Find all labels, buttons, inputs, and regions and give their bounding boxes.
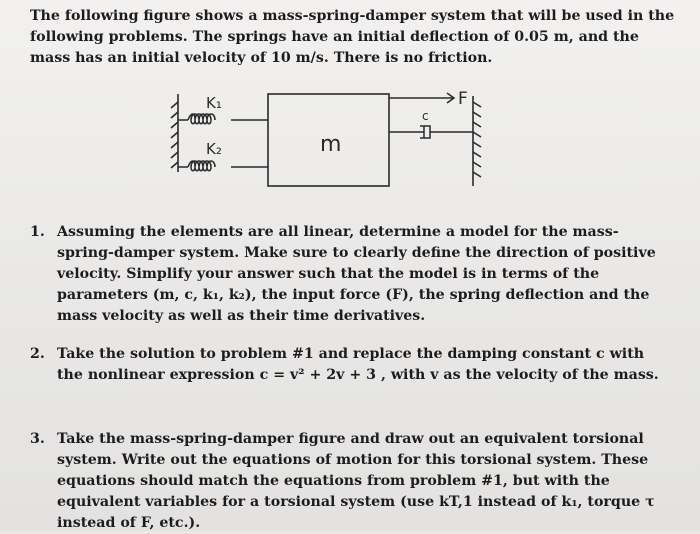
mass-label: m xyxy=(320,132,342,157)
spring-k2 xyxy=(178,161,268,171)
question-number: 3. xyxy=(30,431,45,447)
damper xyxy=(389,126,473,138)
spring-k1 xyxy=(178,114,268,124)
left-wall xyxy=(171,94,178,172)
mass-spring-damper-figure xyxy=(168,88,498,193)
question-number: 2. xyxy=(30,346,45,362)
k2-label: K₂ xyxy=(206,140,222,158)
question-text: Take the solution to problem #1 and replace the damping constant c with the nonlinear expression c = v² + 2v + 3 , with v as the velocity of the mass. xyxy=(57,346,659,383)
question-number: 1. xyxy=(30,224,45,240)
k1-label: K₁ xyxy=(206,94,222,112)
force-arrow xyxy=(389,93,454,103)
force-label: F xyxy=(458,89,468,109)
system-diagram xyxy=(168,88,498,193)
right-wall xyxy=(473,96,481,186)
intro-paragraph: The following figure shows a mass-spring-damper system that will be used in the following problems. The springs have an initial deflection of 0.05 m, and the mass has an initial velocity of 10 m/s. There is no friction. xyxy=(30,8,675,66)
damper-label: c xyxy=(422,109,429,123)
question-text: Assuming the elements are all linear, determine a model for the mass-spring-damper system. Make sure to clearly define the direction of positive velocity. Simplify your answer such that the model is in terms of the parameters (m, c, k₁, k₂), the input force (F), the spring deflection and the mass velocity as well as their time derivatives. xyxy=(57,224,656,324)
question-text: Take the mass-spring-damper figure and draw out an equivalent torsional system. Write out the equations of motion for this torsional system. These equations should match the equations from problem #1, but with the equivalent variables for a torsional system (use kT,1 instead of k₁, torque τ instead of F, etc.). xyxy=(57,431,655,531)
